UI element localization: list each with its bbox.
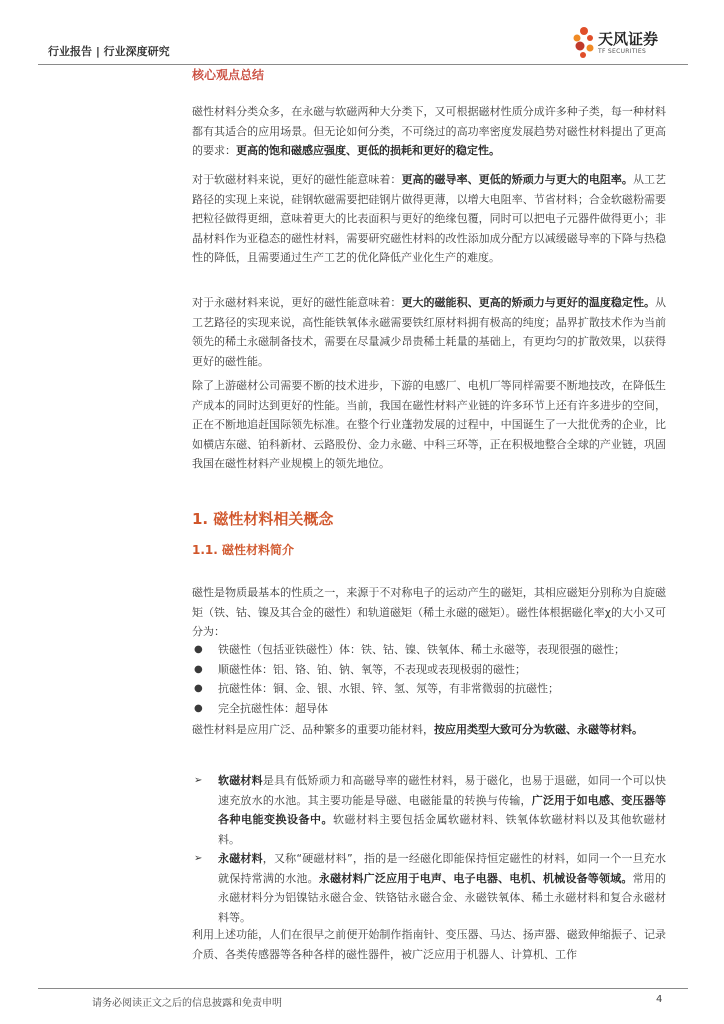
list-item: ➢ 软磁材料是具有低矫顽力和高磁导率的磁性材料，易于磁化，也易于退磁，如同一个可以快速充放水的水池。其主要功能是导磁、电磁能量的转换与传输，广泛用于如电感、变压器等各种电能变换设备中。软磁材料主要包括金属软磁材料、铁氧体软磁材料以及其他软磁材料。 xyxy=(192,771,666,849)
list-item: ● 抗磁性体：铜、金、银、水银、锌、氢、氖等，有非常微弱的抗磁性； xyxy=(192,679,666,699)
bullet-icon: ● xyxy=(194,663,203,675)
bold-text: 更大的磁能积、更高的矫顽力与更好的温度稳定性。 xyxy=(401,296,655,309)
summary-paragraph-4: 除了上游磁材公司需要不断的技术进步，下游的电感厂、电机厂等同样需要不断地技改，在降低生产成本的同时达到更好的性能。当前，我国在磁性材料产业链的许多环节上还有许多进步的空间，正在不断地追赶国际领先标准。在整个行业蓬勃发展的过程中，中国诞生了一大批优秀的企业，比如横店东磁、铂科新材、云路股份、金力永磁、中科三环等，正在积极地整合全球的产业链，巩固我国在磁性材料产业规模上的领先地位。 xyxy=(192,379,666,470)
text: 磁性材料分类众多，在永磁与软磁两种大分类下，又可根据磁材性质分成许多种子类，每一种材料都有其适合的应用场景。但无论如何分类，不可绕过的高功率密度发展趋势对磁性材料提出了更高的要求： xyxy=(192,105,666,157)
section-paragraph-1: 磁性是物质最基本的性质之一，来源于不对称电子的运动产生的磁矩，其相应磁矩分别称为自旋磁矩（铁、钴、镍及其合金的磁性）和轨道磁矩（稀土永磁的磁矩）。磁性体根据磁化率χ的大小又可分为： xyxy=(192,586,666,638)
header-divider xyxy=(38,64,688,65)
bold-text: 按应用类型大致可分为软磁、永磁等材料。 xyxy=(434,723,643,736)
bold-text: 更高的磁导率、更低的矫顽力与更大的电阻率。 xyxy=(401,173,633,186)
section-paragraph-2 xyxy=(192,720,666,740)
footer-divider xyxy=(38,988,688,989)
logo-subtitle: TF SECURITIES xyxy=(598,48,647,55)
section-paragraph-3: 利用上述功能，人们在很早之前便开始制作指南针、变压器、马达、扬声器、磁致伸缩振子、记录介质、各类传感器等各种各样的磁性器件，被广泛应用于机器人、计算机、工作 xyxy=(192,928,666,961)
arrow-icon: ➢ xyxy=(194,853,203,864)
bold-text: 更高的饱和磁感应强度、更低的损耗和更好的稳定性。 xyxy=(236,144,500,157)
bullet-icon: ● xyxy=(194,702,203,714)
list-item: ➢ 永磁材料，又称“硬磁材料”，指的是一经磁化即能保持恒定磁性的材料，如同一个一旦充水就保持常满的水池。永磁材料广泛应用于电声、电子电器、电机、机械设备等领域。常用的永磁材料分为铝镍钴永磁合金、铁铬钴永磁合金、永磁铁氧体、稀土永磁材料和复合永磁材料等。 xyxy=(192,849,666,927)
list-item: ● 顺磁性体：铝、铬、铂、钠、氧等，不表现或表现极弱的磁性； xyxy=(192,660,666,680)
list-item: ● 完全抗磁性体：超导体 xyxy=(192,699,666,719)
header-left: 行业报告 | 行业深度研究 xyxy=(48,45,170,58)
bullet-icon: ● xyxy=(194,644,203,655)
summary-paragraph-3 xyxy=(192,293,666,371)
arrow-list xyxy=(192,771,666,927)
text: 对于永磁材料来说，更好的磁性能意味着： xyxy=(192,296,402,309)
summary-title: 核心观点总结 xyxy=(192,68,265,82)
arrow-icon: ➢ xyxy=(194,775,203,786)
text: 从工艺路径的实现上来说，硅钢软磁需要把硅钢片做得更薄，以增大电阻率、节省材料；合金软磁粉需要把粒径做得更细，意味着更大的比表面积与更好的绝缘包覆，同时可以把电子元器件做得更小；非晶材料作为亚稳态的磁性材料，需要研究磁性材料的改性添加成分配方以减缓磁导率的下降与热稳性的降低，且需要通过生产工艺的优化降低产业化生产的难度。 xyxy=(192,173,667,264)
list-item: ● 铁磁性（包括亚铁磁性）体：铁、钴、镍、铁氧体、稀土永磁等，表现很强的磁性； xyxy=(192,640,666,660)
footer-disclaimer: 请务必阅读正文之后的信息披露和免责申明 xyxy=(92,998,282,1009)
text: 对于软磁材料来说，更好的磁性能意味着： xyxy=(192,173,402,186)
summary-paragraph-1 xyxy=(192,102,666,161)
bullet-list xyxy=(192,640,666,718)
logo-name: 天风证券 xyxy=(598,30,659,48)
page-number: 4 xyxy=(656,994,663,1005)
text: 从工艺路径的实现来说，高性能铁氧体永磁需要铁红原材料拥有极高的纯度；晶界扩散技术作为当前领先的稀土永磁制备技术，需要在尽量减少昂贵稀土耗量的基础上，有更均匀的扩散效果，以获得更好的磁性能。 xyxy=(192,296,666,368)
subsection-heading: 1.1. 磁性材料简介 xyxy=(192,543,294,557)
bullet-icon: ● xyxy=(194,683,203,694)
summary-paragraph-2 xyxy=(192,170,666,268)
text: 磁性材料是应用广泛、品种繁多的重要功能材料， xyxy=(192,723,434,736)
section-heading: 1. 磁性材料相关概念 xyxy=(192,510,334,528)
